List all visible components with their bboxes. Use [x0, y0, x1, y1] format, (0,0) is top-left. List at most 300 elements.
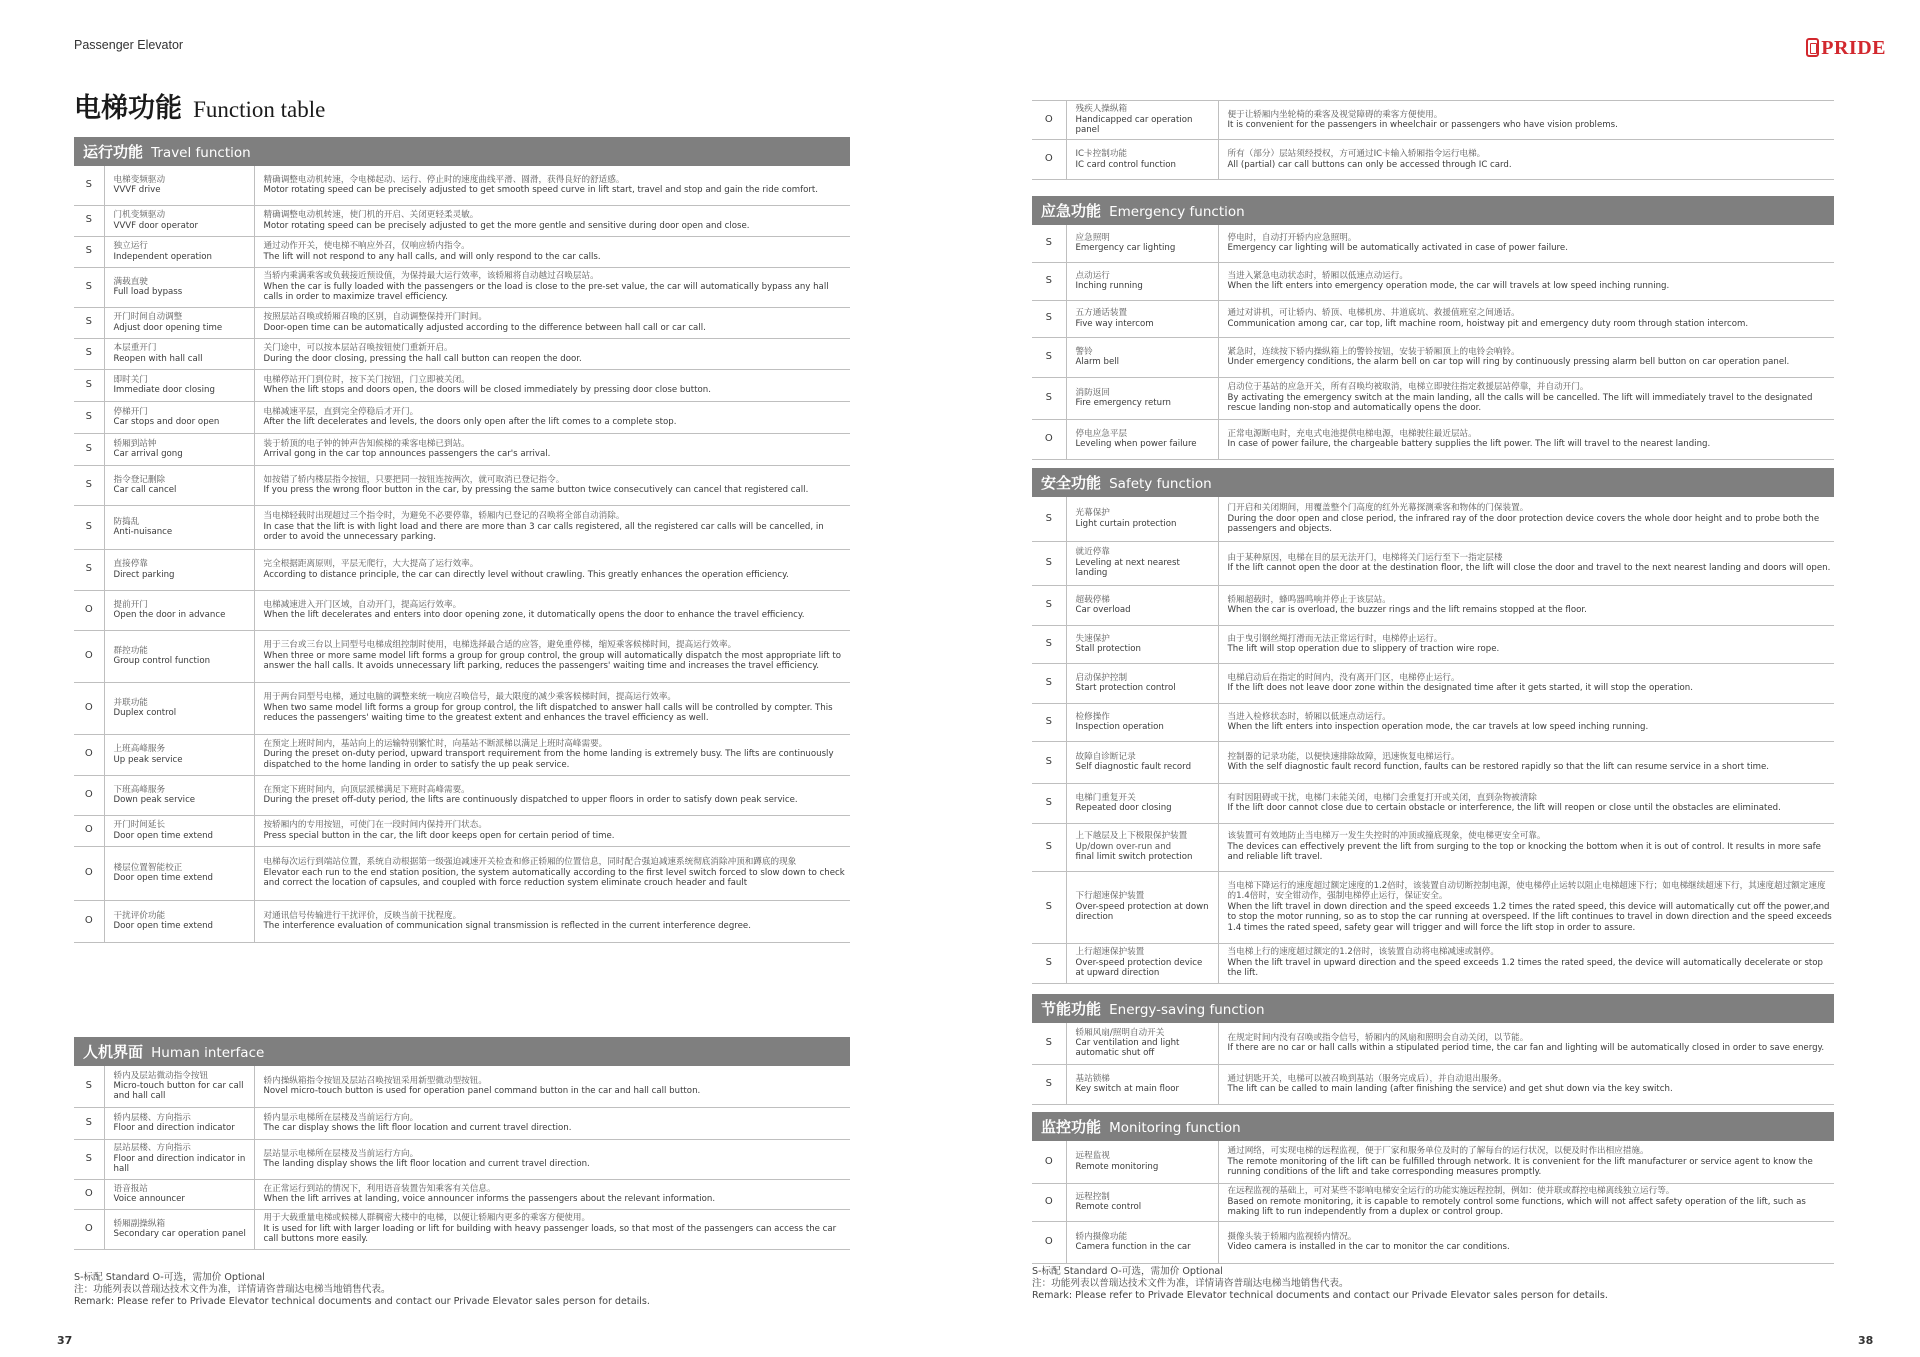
function-name-en: Door open time extend [113, 921, 214, 931]
description-cn: 在正常运行到站的情况下，利用语音装置告知乘客有关信息。 [263, 1183, 496, 1194]
table-row [1032, 140, 1834, 180]
table-row [74, 505, 850, 549]
function-name-en: Inching running [1075, 281, 1143, 291]
function-name [1066, 625, 1218, 663]
footnote [74, 1272, 650, 1308]
description-cn: 当进入检修状态时，轿厢以低速点动运行。 [1227, 711, 1391, 722]
function-name-cn: 消防返回 [1075, 387, 1110, 398]
function-description [254, 630, 850, 682]
function-name [1066, 497, 1218, 541]
description-en: During the preset off-duty period, the lifts are continuously dispatched to upper floors in order to satisfy down peak service. [263, 795, 798, 805]
description-cn: 电梯减速平层，直到完全停稳后才开门。 [263, 406, 419, 417]
table-row [74, 900, 850, 942]
safety-section [1032, 468, 1834, 984]
function-table [1032, 225, 1834, 460]
function-name [104, 1066, 254, 1107]
function-description [1218, 1183, 1834, 1221]
function-description [254, 1209, 850, 1249]
table-row [1032, 541, 1834, 585]
availability-mark: S [74, 549, 104, 590]
description-en: When the lift enters into emergency operation mode, the car will travels at low speed inching running. [1227, 281, 1670, 291]
table-row [1032, 625, 1834, 663]
function-name [1066, 823, 1218, 871]
description-en: When the lift enters into inspection operation mode, the car travels at low speed inching running. [1227, 722, 1649, 732]
table-row [74, 465, 850, 505]
function-description [254, 846, 850, 900]
description-cn: 通过网络，可实现电梯的远程监视，便于厂家和服务单位及时的了解每台的运行状况，以便及时作出相应措施。 [1227, 1146, 1649, 1157]
function-name-cn: 满载直驶 [113, 276, 148, 287]
function-name-en: Down peak service [113, 795, 196, 805]
description-cn: 按轿厢内的专用按钮，可使门在一段时间内保持开门状态。 [263, 820, 487, 831]
function-description [254, 1179, 850, 1209]
function-table [1032, 100, 1834, 180]
description-cn: 停电时，自动打开轿内应急照明。 [1227, 232, 1357, 243]
table-row [1032, 497, 1834, 541]
availability-mark: S [1032, 741, 1066, 783]
availability-mark: S [74, 1107, 104, 1139]
availability-mark: O [1032, 101, 1066, 140]
section-header [1032, 468, 1834, 497]
description-cn: 通过对讲机，可让轿内、轿顶、电梯机房、井道底坑、救援值班室之间通话。 [1227, 308, 1520, 319]
availability-mark: S [1032, 497, 1066, 541]
table-row [74, 590, 850, 630]
function-name-en: final limit switch protection [1075, 852, 1193, 863]
function-description [254, 307, 850, 338]
table-row [1032, 1141, 1834, 1183]
section-title-en: Emergency function [1109, 204, 1245, 220]
function-name-en: Inspection operation [1075, 722, 1164, 732]
function-name [1066, 300, 1218, 337]
description-en: When the lift decelerates and enters into door opening zone, it dutomatically opens the door to enhance the travel efficiency. [263, 610, 805, 620]
function-name [1066, 1183, 1218, 1221]
section-title-en: Travel function [151, 145, 251, 161]
section-title-en: Energy-saving function [1109, 1002, 1265, 1018]
table-row [74, 734, 850, 775]
function-name [1066, 663, 1218, 703]
function-name-en: Remote monitoring [1075, 1161, 1159, 1172]
function-name [104, 775, 254, 815]
table-row [74, 338, 850, 369]
description-cn: 摄像头装于轿厢内监视轿内情况。 [1227, 1231, 1357, 1242]
section-title-cn: 安全功能 [1041, 474, 1102, 492]
description-en: Motor rotating speed can be precisely adjusted to get smooth speed curve in lift start, travel and stop and gain the ride comfort. [263, 185, 819, 196]
availability-mark: O [74, 734, 104, 775]
description-en: Communication among car, car top, lift machine room, hoistway pit and emergency duty room through station intercom. [1227, 318, 1749, 329]
function-name-en: Direct parking [113, 569, 175, 580]
description-en: When the car is overload, the buzzer rings and the lift remains stopped at the floor. [1227, 605, 1587, 615]
availability-mark: S [74, 465, 104, 505]
page-title-en: Function table [193, 97, 326, 122]
function-name-cn: 五方通话装置 [1075, 308, 1128, 319]
function-name-cn: 失速保护 [1075, 633, 1110, 644]
table-row [74, 369, 850, 401]
function-name-en: Floor and direction indicator in hall [113, 1153, 246, 1175]
function-description [254, 369, 850, 401]
table-row [74, 267, 850, 307]
right-page [960, 0, 1920, 1357]
availability-mark: S [1032, 703, 1066, 741]
function-name-cn: 就近停靠 [1075, 547, 1110, 558]
function-name [1066, 140, 1218, 180]
function-name-en: Immediate door closing [113, 385, 215, 395]
footnote-remark: Remark: Please refer to Privade Elevator technical documents and contact our Privade Elevator sales person for details. [74, 1296, 650, 1307]
table-row [1032, 823, 1834, 871]
description-en: Video camera is installed in the car to monitor the car conditions. [1227, 1242, 1510, 1252]
function-name-cn: 电梯变频驱动 [113, 174, 166, 185]
function-description [254, 590, 850, 630]
function-description [254, 267, 850, 307]
description-cn: 在远程监视的基础上，可对某些不影响电梯安全运行的功能实施远程控制，例如：使并联或群控电梯离线独立运行等。 [1227, 1186, 1675, 1197]
description-cn: 当电梯下降运行的速度超过额定速度的1.2倍时，该装置自动切断控制电源，使电梯停止运转以阻止电梯超速下行；如电梯继续超速下行，其速度超过额定速度的1.4倍时，安全钳动作，强制电梯停止运行，保证安全。 [1227, 880, 1826, 902]
table-row [1032, 300, 1834, 337]
description-cn: 正常电源断电时，充电式电池提供电梯电源，电梯驶往最近层站。 [1227, 428, 1477, 439]
description-en: It is used for lift with larger loading or lift for building with heavy passenger loads, so that most of the passengers can access the car call buttons more easily. [263, 1223, 837, 1245]
availability-mark: S [1032, 300, 1066, 337]
description-cn: 电梯每次运行到端站位置，系统自动根据第一级强迫减速开关检查和修正轿厢的位置信息，同时配合强迫减速系统彻底消除冲顶和蹲底的现象 [263, 857, 797, 868]
section-header [1032, 994, 1834, 1023]
description-en: After the lift decelerates and levels, the doors only open after the lift comes to a complete stop. [263, 417, 677, 427]
description-en: During the door closing, pressing the hall call button can reopen the door. [263, 353, 582, 364]
function-name [104, 846, 254, 900]
description-cn: 由于某种原因，电梯在目的层无法开门，电梯将关门运行至下一指定层楼 [1227, 552, 1503, 563]
function-name-cn: 直接停靠 [113, 559, 148, 570]
function-name [1066, 1221, 1218, 1263]
function-name [104, 900, 254, 942]
function-description [1218, 262, 1834, 300]
function-description [254, 338, 850, 369]
table-row [74, 815, 850, 846]
description-cn: 精确调整电动机转速，令电梯起动、运行、停止时的速度曲线平滑、圆滑，获得良好的舒适感。 [263, 174, 625, 185]
description-cn: 精确调整电动机转速，使门机的开启、关闭更轻柔灵敏。 [263, 210, 479, 221]
function-description [254, 505, 850, 549]
brand-name: PRIDE [1821, 37, 1886, 59]
description-en: The devices can effectively prevent the lift from surging to the top or knocking the bottom when it is out of control. It results in more safe and reliable lift travel. [1227, 841, 1821, 863]
function-name-cn: 停电应急平层 [1075, 428, 1128, 439]
function-description [254, 205, 850, 236]
function-name-en: Open the door in advance [113, 610, 226, 620]
availability-mark: O [74, 815, 104, 846]
function-name-cn: 轿内层楼、方向指示 [113, 1112, 191, 1123]
function-description [1218, 703, 1834, 741]
section-title-en: Human interface [151, 1045, 265, 1061]
availability-mark: S [1032, 625, 1066, 663]
emergency-section [1032, 196, 1834, 460]
table-row [74, 401, 850, 433]
function-description [254, 682, 850, 734]
function-name-cn: 下行超速保护装置 [1075, 891, 1145, 902]
table-row [1032, 663, 1834, 703]
description-en: When the lift arrives at landing, voice announcer informs the passengers about the relevant information. [263, 1194, 716, 1204]
description-cn: 电梯启动后在指定的时间内，没有离开门区，电梯停止运行。 [1227, 672, 1460, 683]
function-name [1066, 541, 1218, 585]
function-name-en: Leveling at next nearest landing [1075, 557, 1180, 579]
function-name [1066, 783, 1218, 823]
availability-mark: S [1032, 871, 1066, 943]
running-head: Passenger Elevator [74, 38, 184, 52]
brand-logo [1806, 37, 1886, 60]
function-name [104, 338, 254, 369]
function-name [104, 369, 254, 401]
function-description [1218, 823, 1834, 871]
function-name [104, 433, 254, 465]
description-en: Under emergency conditions, the alarm bell on car top will ring by continuously pressing alarm bell button on car operation panel. [1227, 357, 1790, 367]
table-row [74, 846, 850, 900]
footnote-legend: S-标配 Standard O-可选，需加价 Optional [1032, 1266, 1223, 1277]
table-row [74, 433, 850, 465]
function-name [1066, 585, 1218, 625]
function-name [1066, 703, 1218, 741]
description-cn: 完全根据距离原则，平层无爬行，大大提高了运行效率。 [263, 559, 479, 570]
function-description [1218, 1221, 1834, 1263]
function-name [1066, 419, 1218, 459]
availability-mark: O [74, 1209, 104, 1249]
table-row [1032, 741, 1834, 783]
table-row [74, 775, 850, 815]
description-en: When two same model lift forms a group for group control, the lift dispatched to answer hall calls will be controlled by compter. This reduces the passengers' waiting time to the greatest extent and enhances the travel efficiency as well. [263, 702, 833, 724]
function-description [1218, 377, 1834, 419]
footnote-remark: Remark: Please refer to Privade Elevator technical documents and contact our Privade Elevator sales person for details. [1032, 1290, 1608, 1301]
function-name-cn: 本层重开门 [113, 343, 157, 354]
table-row [74, 549, 850, 590]
function-description [254, 433, 850, 465]
description-en: The landing display shows the lift floor location and current travel direction. [263, 1159, 590, 1169]
description-cn: 用于两台同型号电梯，通过电脑的调整来统一响应召唤信号，最大限度的减少乘客候梯时间，提高运行效率。 [263, 692, 677, 703]
availability-mark: S [74, 1066, 104, 1107]
description-cn: 如按错了轿内楼层指令按钮，只要把同一按钮连按两次，就可取消已登记指令。 [263, 474, 565, 485]
table-row [1032, 1023, 1834, 1064]
description-en: The lift will stop operation due to slippery of traction wire rope. [1227, 644, 1500, 654]
function-description [1218, 783, 1834, 823]
table-row [74, 1139, 850, 1179]
section-title-cn: 应急功能 [1041, 202, 1102, 220]
table-row [1032, 585, 1834, 625]
availability-mark: S [1032, 377, 1066, 419]
function-description [1218, 1064, 1834, 1104]
description-en: During the preset on-duty period, upward transport requirement from the home landing is extremely busy. The lifts are continuously dispatched to the home landing in order to satisfy the up peak service. [263, 749, 834, 770]
function-description [254, 815, 850, 846]
function-name [104, 815, 254, 846]
availability-mark: O [74, 1179, 104, 1209]
description-cn: 轿内显示电梯所在层楼及当前运行方向。 [263, 1112, 419, 1123]
function-description [254, 1107, 850, 1139]
function-name-cn: 指令登记删除 [113, 474, 166, 485]
availability-mark: S [1032, 262, 1066, 300]
function-name-cn: 轿厢到站钟 [113, 438, 157, 449]
function-name-en: VVVF drive [113, 185, 161, 196]
description-cn: 在预定下班时间内，向顶层派梯满足下班时高峰需要。 [263, 784, 470, 795]
function-description [1218, 337, 1834, 377]
section-header [74, 137, 850, 166]
function-table [1032, 497, 1834, 984]
function-name-en: Secondary car operation panel [113, 1229, 246, 1239]
description-cn: 通过动作开关，使电梯不响应外召，仅响应轿内指令。 [263, 241, 470, 252]
function-name-cn: 光幕保护 [1075, 508, 1110, 519]
function-table [1032, 1141, 1834, 1264]
description-cn: 当进入紧急电动状态时，轿厢以低速点动运行。 [1227, 270, 1408, 281]
function-name-en: Repeated door closing [1075, 803, 1172, 813]
function-name-en: Up peak service [113, 754, 183, 765]
description-cn: 按照层站召唤或轿厢召唤的区别，自动调整保持开门时间。 [263, 312, 487, 323]
function-description [1218, 497, 1834, 541]
section-title-cn: 节能功能 [1041, 1000, 1102, 1018]
function-name-en: Anti-nuisance [113, 527, 173, 537]
availability-mark: S [1032, 585, 1066, 625]
function-name [104, 630, 254, 682]
page-title [74, 86, 325, 125]
description-cn: 用于三台或三台以上同型号电梯成组控制时使用，电梯选择最合适的应答，避免重停梯，缩短乘客候梯时间，提高运行效率。 [263, 640, 737, 651]
table-row [1032, 1064, 1834, 1104]
function-name-cn: 上班高峰服务 [113, 744, 166, 755]
description-cn: 对通讯信号传输进行干扰评价，反映当前干扰程度。 [263, 910, 462, 921]
function-name [104, 682, 254, 734]
function-name-cn: 干扰评价功能 [113, 910, 166, 921]
function-description [1218, 1023, 1834, 1064]
function-description [254, 465, 850, 505]
function-description [1218, 943, 1834, 983]
availability-mark: S [74, 338, 104, 369]
table-row [1032, 783, 1834, 823]
section-title-cn: 运行功能 [83, 143, 144, 161]
availability-mark: S [74, 369, 104, 401]
table-row [74, 1179, 850, 1209]
function-description [1218, 419, 1834, 459]
function-name-cn: 应急照明 [1075, 232, 1110, 243]
function-description [1218, 225, 1834, 262]
function-description [254, 166, 850, 205]
continued-section [1032, 100, 1834, 180]
function-name-cn: 防捣乱 [113, 516, 140, 527]
table-row [1032, 1183, 1834, 1221]
function-description [1218, 663, 1834, 703]
description-en: In case of power failure, the chargeable battery supplies the lift power. The lift will travel to the nearest landing. [1227, 439, 1711, 449]
function-name [104, 307, 254, 338]
description-en: It is convenient for the passengers in wheelchair or passengers who have vision problems. [1227, 120, 1618, 130]
section-title-cn: 监控功能 [1041, 1118, 1102, 1136]
function-name-cn: 启动保护控制 [1075, 672, 1128, 683]
function-name [1066, 225, 1218, 262]
table-row [74, 682, 850, 734]
description-en: In case that the lift is with light load and there are more than 3 car calls registered, all the registered car calls will be cancelled, in order to avoid the unnecessary parking. [263, 521, 824, 543]
function-name-en: Over-speed protection at down direction [1075, 901, 1209, 923]
table-row [74, 307, 850, 338]
availability-mark: S [74, 166, 104, 205]
function-name-en: Car ventilation and light automatic shut off [1075, 1038, 1180, 1059]
function-name [1066, 337, 1218, 377]
description-cn: 该装置可有效地防止当电梯万一发生失控时的冲顶或撞底现象，使电梯更安全可靠。 [1227, 831, 1546, 842]
availability-mark: O [74, 590, 104, 630]
function-name-cn: 语音报站 [113, 1183, 148, 1194]
function-name-en: Emergency car lighting [1075, 243, 1176, 254]
description-en: If the lift does not leave door zone within the designated time after it gets started, it will stop the operation. [1227, 683, 1693, 693]
function-name-en: Stall protection [1075, 644, 1141, 654]
energy-section [1032, 994, 1834, 1105]
availability-mark: O [74, 775, 104, 815]
function-name [104, 465, 254, 505]
function-description [254, 900, 850, 942]
function-name-en: Remote control [1075, 1202, 1142, 1212]
description-en: Elevator each run to the end station position, the system automatically according to the first level switch forced to slow down to check and correct the location of capsules, and coupled with force reduction system eliminate crouch header and fault [263, 867, 845, 889]
table-row [1032, 943, 1834, 983]
function-name [104, 1179, 254, 1209]
function-name [1066, 1023, 1218, 1064]
function-name-en: Voice announcer [113, 1194, 185, 1204]
function-name-cn: 上行超速保护装置 [1075, 947, 1145, 958]
description-en: When the car is fully loaded with the passengers or the load is close to the pre-set value, the car will automatically bypass any hall calls in order to maximize travel efficiency. [263, 281, 829, 303]
table-row [74, 205, 850, 236]
function-name-en: Car call cancel [113, 485, 177, 495]
description-cn: 门开启和关闭期间，用覆盖整个门高度的红外光幕探测乘客和物体的门保装置。 [1227, 503, 1529, 514]
function-name [1066, 101, 1218, 140]
function-name-cn: 残疾人操纵箱 [1075, 104, 1128, 115]
description-cn: 装于轿顶的电子钟的钟声告知候梯的乘客电梯已到站。 [263, 438, 470, 449]
function-name [1066, 1141, 1218, 1183]
description-cn: 控制器的记录功能，以便快速排除故障，迅速恢复电梯运行。 [1227, 751, 1460, 762]
availability-mark: O [1032, 419, 1066, 459]
brand-mark-icon [1806, 38, 1819, 57]
function-name [1066, 741, 1218, 783]
function-name-en: Handicapped car operation panel [1075, 114, 1193, 136]
availability-mark: S [74, 401, 104, 433]
function-name [104, 205, 254, 236]
availability-mark: S [1032, 663, 1066, 703]
availability-mark: S [1032, 1064, 1066, 1104]
description-cn: 通过钥匙开关，电梯可以被召唤到基站（服务完成后），并自动退出服务。 [1227, 1073, 1507, 1084]
description-cn: 在规定时间内没有召唤或指令信号，轿厢内的风扇和照明会自动关闭，以节能。 [1227, 1032, 1529, 1043]
section-header [74, 1037, 850, 1066]
availability-mark: S [1032, 541, 1066, 585]
availability-mark: S [74, 1139, 104, 1179]
page-number: 38 [1858, 1334, 1874, 1347]
table-row [1032, 101, 1834, 140]
description-cn: 由于曳引钢丝绳打滑而无法正常运行时，电梯停止运行。 [1227, 633, 1443, 644]
table-row [74, 630, 850, 682]
function-name-cn: 提前开门 [113, 599, 148, 610]
description-en: Press special button in the car, the lift door keeps open for certain period of time. [263, 830, 615, 841]
function-name [104, 267, 254, 307]
availability-mark: O [1032, 1141, 1066, 1183]
function-name [1066, 1064, 1218, 1104]
function-name-cn: 开门时间延长 [113, 820, 166, 831]
function-name-en: Camera function in the car [1075, 1242, 1191, 1252]
description-en: Motor rotating speed can be precisely adjusted to get the more gentle and sensitive during door open and close. [263, 220, 750, 231]
function-name-cn: 轿内及层站微动指令按钮 [113, 1070, 209, 1081]
function-name-en: Car arrival gong [113, 449, 183, 459]
function-name-cn: 轿厢风扇/照明自动开关 [1075, 1027, 1165, 1038]
function-description [1218, 1141, 1834, 1183]
function-name-en: Car overload [1075, 605, 1131, 615]
function-name [104, 734, 254, 775]
table-row [74, 1209, 850, 1249]
function-description [1218, 585, 1834, 625]
table-row [1032, 377, 1834, 419]
description-en: All (partial) car call buttons can only be accessed through IC card. [1227, 159, 1512, 170]
function-name [1066, 262, 1218, 300]
description-en: If the lift cannot open the door at the destination floor, the lift will close the door and travel to the next nearest landing and doors will open. [1227, 563, 1831, 573]
function-name-en: Over-speed protection device at upward direction [1075, 957, 1203, 979]
function-name [104, 236, 254, 267]
description-en: The lift will not respond to any hall calls, and will only respond to the car calls. [263, 251, 601, 262]
description-cn: 有时因阻碍或干扰，电梯门未能关闭，电梯门会重复打开或关闭，直到杂物被清除 [1227, 792, 1537, 803]
table-row [1032, 337, 1834, 377]
availability-mark: S [74, 433, 104, 465]
table-row [74, 236, 850, 267]
function-name-en: Car stops and door open [113, 417, 220, 427]
table-row [1032, 262, 1834, 300]
availability-mark: S [74, 236, 104, 267]
description-cn: 当电梯上行的速度超过额定的1.2倍时，该装置自动将电梯减速或制停。 [1227, 947, 1499, 958]
function-name-en: Adjust door opening time [113, 322, 223, 333]
function-name-en: Floor and direction indicator [113, 1123, 235, 1133]
